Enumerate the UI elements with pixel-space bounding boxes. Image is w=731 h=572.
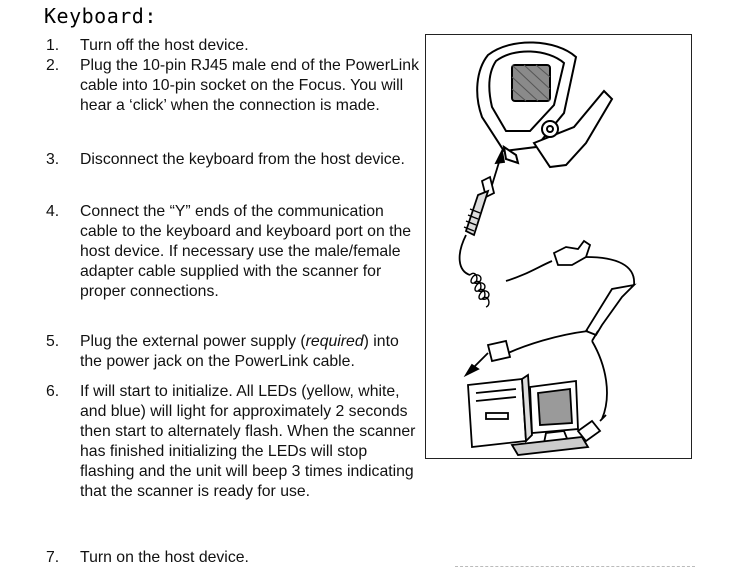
page-heading: Keyboard: [44, 4, 157, 28]
step-text-emphasis: required [305, 333, 364, 350]
connection-diagram-svg [426, 35, 691, 458]
step-text-part: Plug the external power supply ( [80, 333, 306, 350]
step-number: 7. [46, 549, 60, 566]
connector-arrow-icon [492, 151, 504, 185]
connection-diagram [425, 34, 692, 459]
step-text: Turn off the host device. [80, 37, 249, 54]
step-number: 5. [46, 333, 60, 350]
step-number: 3. [46, 151, 60, 168]
step-number: 6. [46, 383, 60, 400]
step-text: If will start to initialize. All LEDs (yellow, white, and blue) will light for approximately 2 seconds then start to alternately flash. When the scanner has finished initializing the LEDs will stop flashing and the unit will beep 3 times indicating that the scanner is ready for use. [80, 383, 416, 500]
step-text: Plug the 10-pin RJ45 male end of the PowerLink cable into 10-pin socket on the Focus. You will hear a ‘click’ when the connection is made. [80, 57, 419, 114]
step-number: 2. [46, 57, 60, 74]
keyboard-connector-icon [578, 415, 606, 441]
keyboard-plug-icon [466, 341, 510, 375]
step-text: Connect the “Y” ends of the communication cable to the keyboard and keyboard port on the host device. If necessary use the male/female adapter cable supplied with the scanner for proper connections. [80, 203, 412, 300]
page-footer-rule [455, 566, 695, 569]
step-text-part: ) into the power jack on the PowerLink cable. [80, 333, 399, 370]
scanner-icon [477, 42, 612, 167]
coiled-cable-icon [460, 177, 552, 307]
step-number: 4. [46, 203, 60, 220]
step-number: 1. [46, 37, 60, 54]
step-text: Turn on the host device. [80, 549, 249, 566]
computer-tower-icon [468, 375, 532, 447]
step-text: Disconnect the keyboard from the host device. [80, 151, 405, 168]
step-text [80, 332, 425, 372]
